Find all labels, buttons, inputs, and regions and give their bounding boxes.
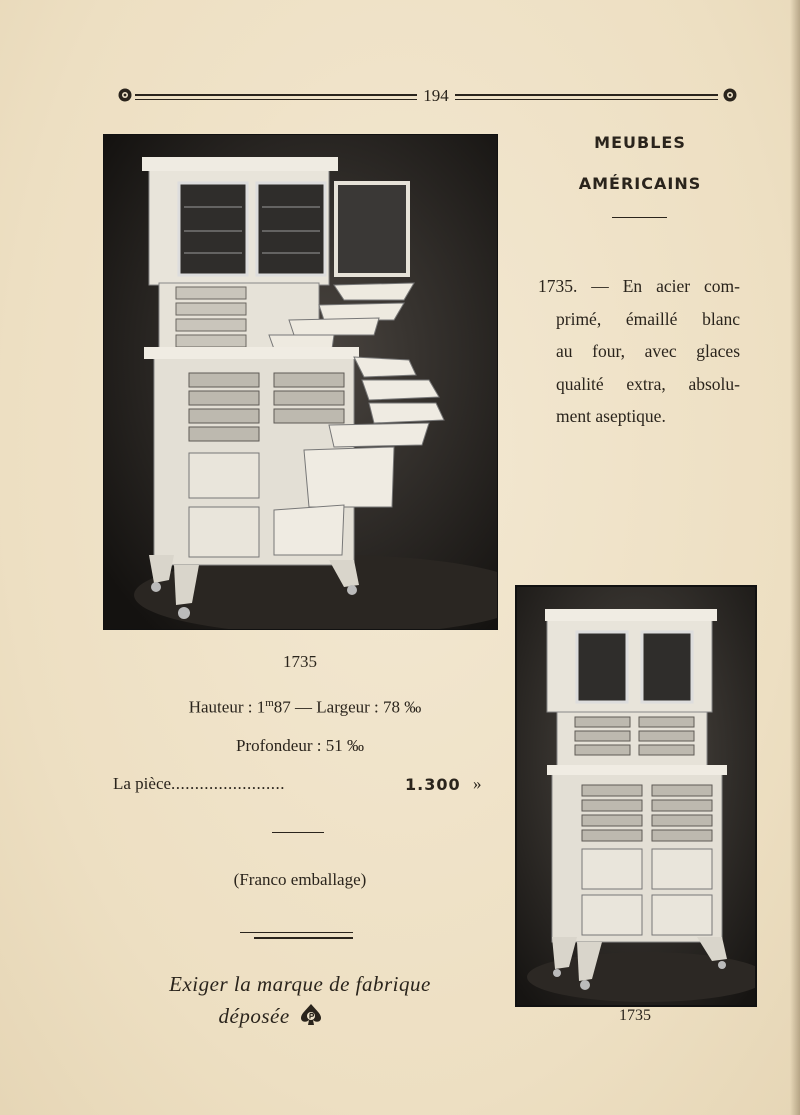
specs-divider xyxy=(272,832,324,833)
ornament-left-icon xyxy=(117,87,133,103)
height-width-values: 87 — Largeur : 78 ‰ xyxy=(273,697,422,717)
page-edge-shadow xyxy=(790,0,800,1115)
cabinet-open-illustration xyxy=(104,135,497,629)
description-line: 1735. — En acier com- xyxy=(538,276,740,296)
dimensions-line xyxy=(110,697,500,718)
description-line: au four, avec glaces xyxy=(556,341,740,361)
figure-caption-large: 1735 xyxy=(283,652,317,671)
deposee-text: déposée xyxy=(218,1004,290,1028)
section-heading-line1: MEUBLES xyxy=(594,133,686,152)
section-heading-line2: AMÉRICAINS xyxy=(578,174,702,193)
price-label: La pièce xyxy=(113,774,172,793)
heading-divider xyxy=(612,217,667,218)
franco-note: (Franco emballage) xyxy=(233,870,367,889)
cabinet-photo-open xyxy=(103,134,498,630)
cabinet-closed-illustration xyxy=(517,587,755,1005)
page-number: 194 xyxy=(423,86,449,105)
trademark-notice-line2 xyxy=(150,1003,390,1029)
description-line: qualité extra, absolu- xyxy=(556,373,740,394)
ornament-right-icon xyxy=(722,87,738,103)
product-description xyxy=(538,270,740,433)
price-leader-dots: ........................ xyxy=(171,774,286,793)
depth-line: Profondeur : 51 ‰ xyxy=(236,736,364,755)
figure-caption-small: 1735 xyxy=(619,1007,651,1024)
cabinet-photo-closed xyxy=(515,585,757,1007)
height-label: Hauteur : 1 xyxy=(188,697,266,717)
price-ditto-mark: » xyxy=(473,774,482,793)
description-line: primé, émaillé blanc xyxy=(556,308,740,329)
price-value: 1.300 xyxy=(405,775,461,794)
header-rule-right xyxy=(455,94,718,96)
double-divider xyxy=(240,932,353,938)
price-line xyxy=(113,774,493,794)
trademark-notice-line1: Exiger la marque de fabrique xyxy=(169,972,431,996)
height-unit-sup: m xyxy=(265,697,274,709)
description-line: ment aseptique. xyxy=(556,406,666,426)
spade-trademark-icon xyxy=(301,1003,321,1027)
header-rule-left xyxy=(135,94,417,96)
page-header xyxy=(115,84,740,110)
